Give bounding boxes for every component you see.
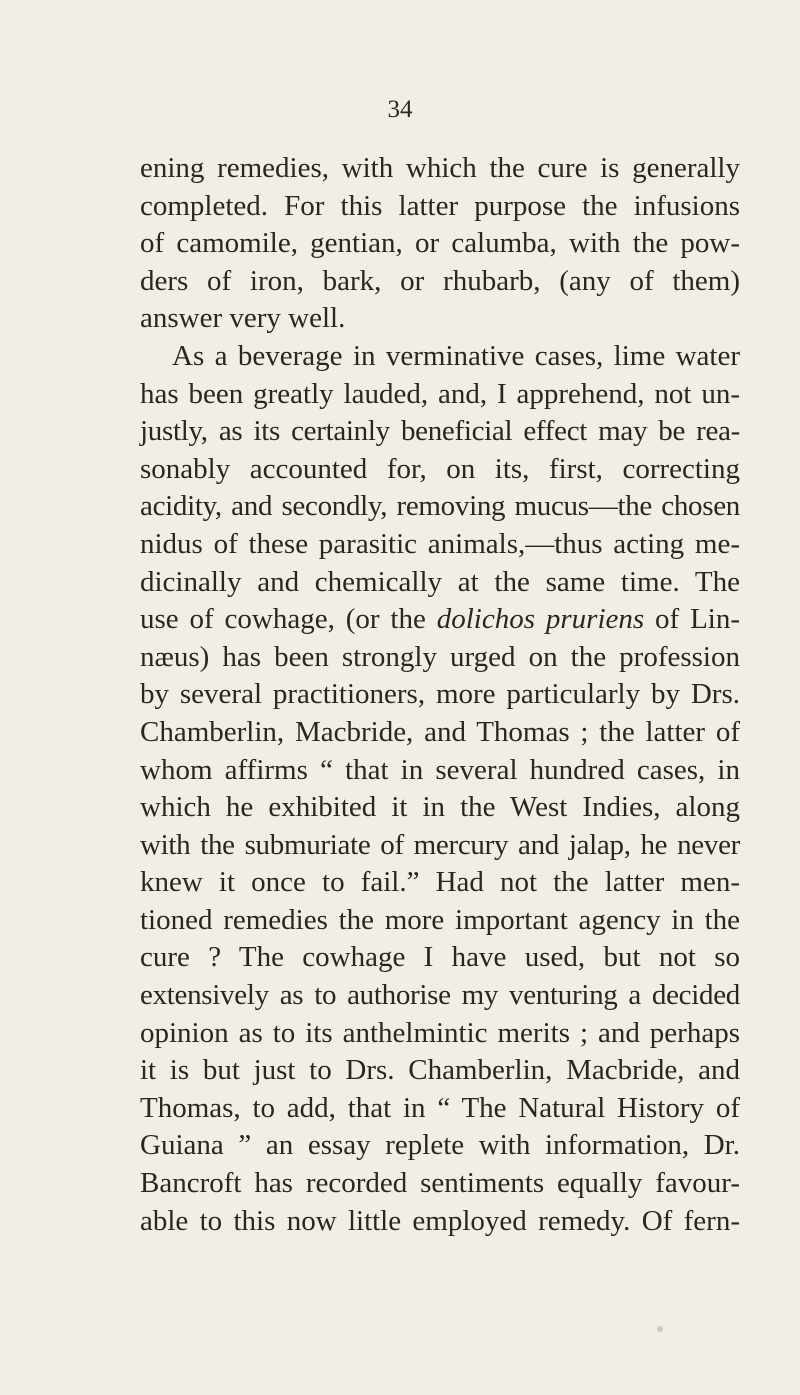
- text-line: of camomile, gentian, or calumba, with the pow-: [140, 227, 740, 260]
- text-line: able to this now little employed remedy. Of fern-: [140, 1204, 740, 1237]
- text-line: knew it once to fail.” Had not the latter men-: [140, 866, 740, 899]
- text-line: justly, as its certainly beneficial effect may be rea-: [140, 415, 740, 448]
- text-line: sonably accounted for, on its, first, correcting: [140, 452, 740, 485]
- page-number: 34: [387, 96, 413, 123]
- text-line: by several practitioners, more particularly by Drs.: [140, 678, 740, 711]
- text-line: completed. For this latter purpose the infusions: [140, 189, 740, 222]
- paragraph-end-line: answer very well.: [140, 302, 346, 335]
- latin-name: dolichos pruriens: [436, 603, 645, 636]
- text-line: Chamberlin, Macbride, and Thomas ; the latter of: [140, 715, 740, 748]
- text-line: acidity, and secondly, removing mucus—the chosen: [140, 490, 740, 523]
- text-line: whom affirms “ that in several hundred cases, in: [140, 753, 740, 786]
- text-line: næus) has been strongly urged on the profession: [140, 640, 740, 673]
- text-line: it is but just to Drs. Chamberlin, Macbride, and: [140, 1054, 740, 1087]
- paragraph-start-line: As a beverage in verminative cases, lime water: [172, 339, 740, 372]
- text-line: opinion as to its anthelmintic merits ; and perhaps: [140, 1016, 740, 1049]
- text-line-italic: [140, 601, 740, 639]
- text-line: with the submuriate of mercury and jalap, he never: [140, 828, 740, 861]
- text-line: extensively as to authorise my venturing a decided: [140, 979, 740, 1012]
- text-line: has been greatly lauded, and, I apprehend, not un-: [140, 377, 740, 410]
- text-line: Guiana ” an essay replete with information, Dr.: [140, 1129, 740, 1162]
- text-line: dicinally and chemically at the same time. The: [140, 565, 740, 598]
- paper-speck: [657, 1326, 663, 1332]
- text-line: cure ? The cowhage I have used, but not so: [140, 941, 740, 974]
- text-line: ening remedies, with which the cure is generally: [140, 152, 740, 184]
- text-line: ders of iron, bark, or rhubarb, (any of them): [140, 264, 740, 297]
- text-segment: of Lin-: [644, 603, 740, 636]
- text-line: nidus of these parasitic animals,—thus acting me-: [140, 527, 740, 560]
- text-line: Thomas, to add, that in “ The Natural History of: [140, 1091, 740, 1124]
- text-line: which he exhibited it in the West Indies, along: [140, 791, 740, 824]
- text-line: Bancroft has recorded sentiments equally favour-: [140, 1167, 740, 1200]
- text-line: tioned remedies the more important agency in the: [140, 903, 740, 936]
- text-segment: use of cowhage, (or the: [140, 603, 437, 636]
- body-text: [140, 150, 740, 1240]
